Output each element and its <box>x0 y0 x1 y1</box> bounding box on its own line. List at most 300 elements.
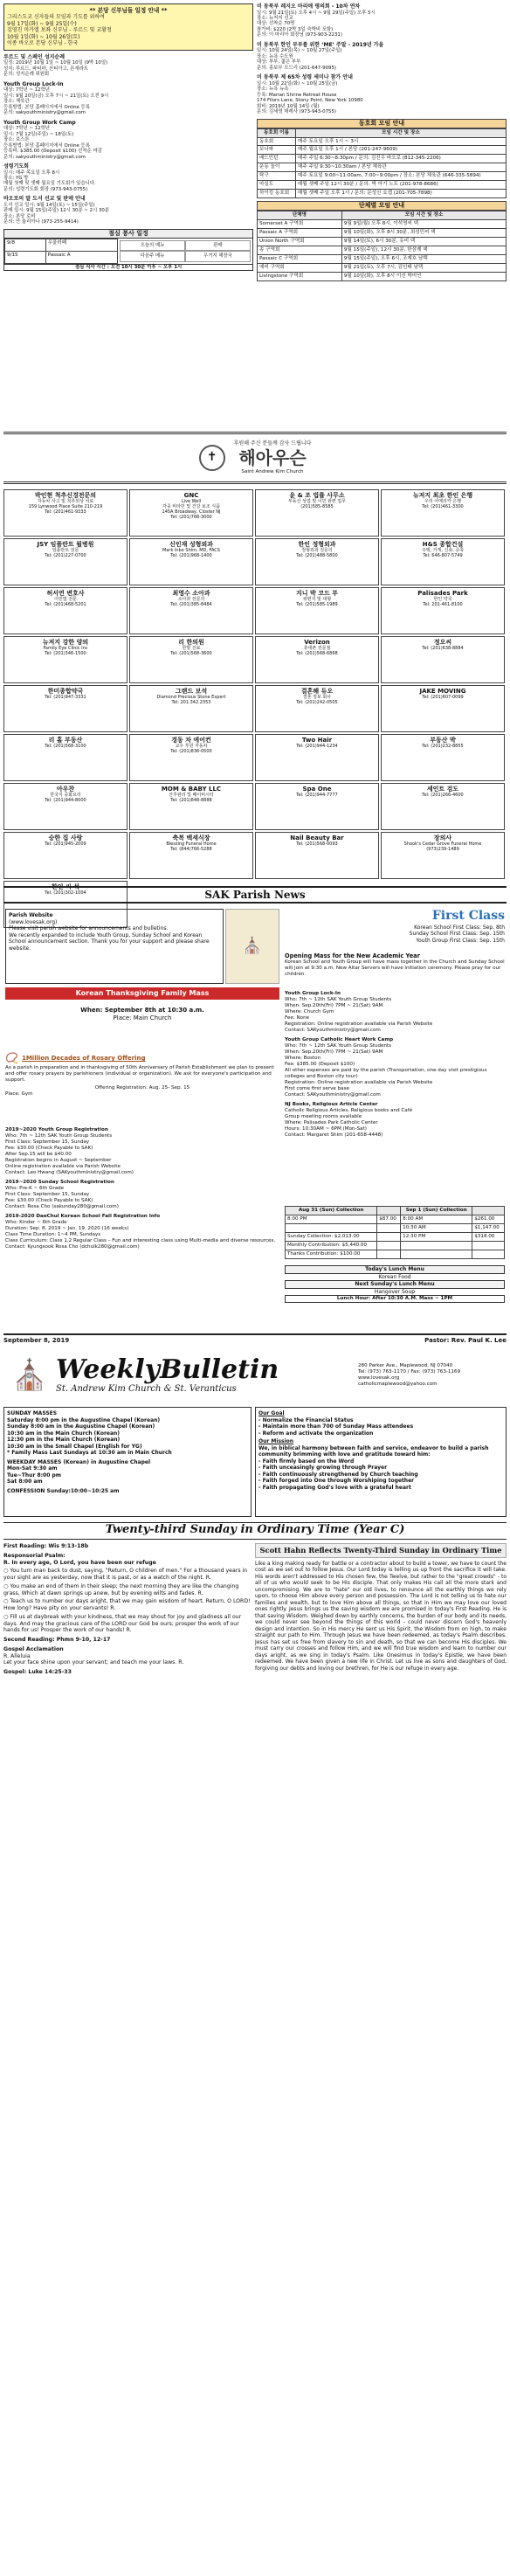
ad-text: Tel: (201)944-7777 <box>296 793 338 799</box>
sunday-school-line: First Class: September 15, Sunday <box>5 1191 90 1197</box>
bulletin-web: www.lovesak.org <box>358 1375 400 1381</box>
youth-heart-camp-line: Where: Boston <box>285 1055 321 1061</box>
facility-row <box>258 155 507 163</box>
collection-cell: $87.00 <box>377 1215 401 1223</box>
rosary-box <box>5 1052 279 1125</box>
ad-name: 최영수 소아과 <box>172 590 210 597</box>
group-cell: Somerset A 구역회 <box>258 220 342 229</box>
todays-lunch-item: Korean Food <box>378 1273 411 1280</box>
group-cell: Passaic C 구역회 <box>258 255 342 264</box>
sak-parish-news-header <box>3 886 507 904</box>
ad-box <box>381 489 505 537</box>
nj-books-line: Group meeting rooms available <box>285 1113 362 1119</box>
facility-table <box>257 128 507 199</box>
notice-item <box>257 42 507 71</box>
weekday-line: Mon-Sat 9:30 am <box>7 1465 58 1472</box>
section-line: 장소: YG 방 <box>3 176 29 181</box>
section-line: 일시: 매주 목요일 오후 8시 <box>3 170 60 176</box>
collection-cell <box>286 1223 377 1232</box>
ad-box <box>129 587 253 634</box>
ad-box <box>3 734 128 781</box>
collection-cell: $1,147.00 <box>472 1223 505 1232</box>
ad-text: Tel: (201)242-0505 <box>296 700 338 706</box>
ad-text: Tel: (201)302-1004 <box>45 890 86 897</box>
ad-name: 리 홀 부동산 <box>48 737 83 744</box>
notice-item-line: 회비: 2019년 10월 14일 (월) <box>257 103 320 109</box>
ad-text: Tel: (201)607-0099 <box>422 695 464 701</box>
lunch-group: 우울러페 <box>45 239 117 251</box>
section-title: 성령기도회 <box>3 163 29 170</box>
psalm-response: R. In every age, O Lord, you have been our refuge <box>3 1559 156 1566</box>
notice-item-title: 미 동북부 제 65차 성령 세미나 참가 안내 <box>257 74 353 81</box>
ad-text: Tel: (201)568-3100 <box>45 744 86 750</box>
ad-name: 축복 백세식장 <box>172 834 210 841</box>
collection-header: Sep 1 (Sun) Collection <box>401 1207 472 1215</box>
rosary-body: As a parish in preparation and in thanksgiving of 50th Anniversary of Parish Establishment we plan to present and offer rosary prayers by parishioners (individual or organization). We ask for everyone's participation and support. <box>5 1065 274 1083</box>
lunch-group: Passaic A <box>45 251 117 263</box>
mass-line: 10:30 am in the Small Chapel (English for YG) <box>7 1443 142 1450</box>
ad-text: 결혼 정보 회사 <box>302 695 332 701</box>
notice-item-line: 장소: 뉴욕 수도원 <box>257 53 293 59</box>
collection-cell <box>377 1250 401 1258</box>
notice-item-line: 일시: 10월 24일(목) ~ 10월 27일(주일) <box>257 48 342 54</box>
section-line: 등록비: $385.00 (Deposit $100) 선착순 마감 <box>3 149 102 155</box>
opening-mass-title: Opening Mass for the New Academic Year <box>285 952 420 959</box>
goal-line: - Reform and activate the organization <box>258 1430 374 1437</box>
weekday-title: WEEKDAY MASSES (Korean) in Augustine Chapel <box>7 1458 151 1465</box>
facility-cell: 운동 놀이 <box>258 163 296 172</box>
rosary-place: Place: Gym <box>5 1091 33 1097</box>
ad-text: Tel: (201)585-1989 <box>296 602 338 608</box>
collection-header <box>472 1207 505 1215</box>
menu-label: 다음주 메뉴 <box>120 251 185 261</box>
youth-lockin-line: Where: Church Gym <box>285 1008 334 1014</box>
first-class-title: First Class <box>431 909 505 923</box>
facility-row <box>258 181 507 190</box>
notice-item-line: 장소: 뉴욕 뉴욕 <box>257 87 289 93</box>
ad-name: 경동 차 에어컨 <box>171 737 211 744</box>
ad-box <box>3 783 128 830</box>
ad-text: Tel: (201)461-9333 <box>45 509 86 516</box>
ad-text: Tel: (201)568-3600 <box>170 651 212 657</box>
reflection-body: Like a king making ready for battle or a contractor about to build a tower, we have to count the cost as we set out to follow Jesus. Our Lord today is telling us up front the sacrifice it will take. His words aren't addressed to His chosen few, the Twelve, but rather to the "great crowds" - to all of us who would seek to be His disciple. That only makes His call all the more stark and uncompromising. We are to "hate" our old lives, to renounce all the earthly things we rely upon, to choose Him above every person and possession. The Lord is not telling us to hate our families and wealth, but to love Him above all things, so that in Him we may love our loved ones rightly. Jesus brings us the saving wisdom we are promised in today's First Reading. He is that saving Wisdom. Weighed down by earthly concerns, the burden of our body and its needs, we could never see beyond the things of this world - could never discern God's heavenly design and intention. So in His mercy He sent us His Spirit, the Wisdom from on high, to make straight our path to Him. Through Jesus we have been redeemed, as today's Psalm describes. Jesus has set us free from slavery to sin and death, so that we can become His disciples. We must carry our crosses and follow Him, and we will find true wisdom and learn to number our days aright, as we sing in today's Psalm. Like Onesimus in today's Epistle, we have been redeemed. We have been given a new life in Christ. Let us live as sons and daughters of God, forgiving our debts and loving our brethren, for He is our refuge in every age. <box>255 1560 507 1672</box>
ad-text: Tel: (201)266-4600 <box>422 793 464 799</box>
ad-name: 부동산 박 <box>430 737 456 744</box>
section-line: 문의: 성령기도회 회장 (973-943-0755) <box>3 186 88 192</box>
ad-box <box>3 832 128 879</box>
ad-text: Tel: (201)227-0700 <box>45 553 86 559</box>
group-row <box>258 264 507 273</box>
psalm-verse: ○ You turn man back to dust, saying, "Return, O children of men." For a thousand years in your sight are as yesterday, now that it is past, or as a watch of the night. R. <box>3 1568 248 1581</box>
banner-brand: 해아우슨 <box>238 447 307 468</box>
facility-row <box>258 163 507 172</box>
notice-lines <box>7 14 250 47</box>
ad-box <box>3 489 128 537</box>
mass-line: Saturday 8:00 pm in the Augustine Chapel (Korean) <box>7 1416 161 1423</box>
notice-item-line: 일시: 10월 22일(화) ~ 10월 25일(금) <box>257 80 338 87</box>
ad-text: 정형외과 전문의 <box>301 548 333 554</box>
section-line: 매월 첫째 및 셋째 월요일 기도회가 있습니다. <box>3 181 96 187</box>
bulletin-masthead <box>3 1347 507 1403</box>
top-left-notices <box>3 3 253 428</box>
facility-cell: 매주 토요일 오후 1시 ~ 3시 <box>296 137 507 146</box>
ad-text: Tel: (201)848-8888 <box>170 798 212 804</box>
gospel: Gospel: Luke 14:25-33 <box>3 1669 72 1675</box>
notice-item-title: 미 동북부 레지오 마리애 평의회 - 10차 연차 <box>257 3 361 10</box>
bulletin-address: 280 Parker Ave., Maplewood, NJ 07040 <box>358 1363 453 1369</box>
weekday-lines <box>7 1465 248 1485</box>
korean-school-line: Who: Kinder ~ 6th Grade <box>5 1219 67 1225</box>
section-line: 일시: 9월 20일(금) 오후 7시 ~ 21일(토) 오전 9시 <box>3 93 109 99</box>
banner-brand-sub: Saint Andrew Kim Church <box>241 468 304 474</box>
ad-name: 그랜드 보석 <box>175 688 208 695</box>
psalm-verses <box>3 1568 252 1634</box>
facility-cell: 매주 토요일 9:00~11:00am, 7:00~9:00pm / 장소: 본당 체육관 (646-335-5894) <box>296 172 507 181</box>
facility-cell: 배드민턴 <box>258 155 296 163</box>
notice-section <box>3 120 253 160</box>
section-title: Youth Group Lock-In <box>3 80 64 87</box>
ad-text: Blessing Funeral Home <box>166 841 217 848</box>
ad-name: Verizon <box>304 639 330 646</box>
ad-text: Tel: 646-807-5749 <box>423 553 463 559</box>
section-title: 바오로의 말 도서 선교 및 판매 안내 <box>3 196 86 203</box>
ad-name: 장의사 <box>433 834 452 841</box>
ad-name: JSY 임플란트 월병원 <box>37 541 94 548</box>
notice-line: 그리스도교 신자들의 모임과 기도를 위하여 <box>7 14 105 21</box>
ad-name: 신인재 성형외과 <box>169 541 213 548</box>
group-cell: 9월 9일(월) 오후 8시, 이석영씨 댁 <box>341 220 506 229</box>
sunday-school-line: Who: Pre-K ~ 6th Grade <box>5 1185 65 1191</box>
mission-text: We, in biblical harmony between faith and service, endeavor to build a parish community brimming with love and gratitude toward him: <box>258 1444 489 1458</box>
ad-name: 윤 & 조 법률 사무소 <box>289 492 345 499</box>
youth-heart-camp-line: When: Sep.20th(Fri) 7PM ~ 21(Sat) 9AM <box>285 1049 383 1055</box>
thanksgiving-place: Place: Main Church <box>113 1014 172 1021</box>
first-class-lines <box>285 924 505 945</box>
youth-heart-camp-line: Fee: $385.00 (Deposit $100) <box>285 1061 355 1067</box>
goal-line: - Normalize the Financial Status <box>258 1416 354 1423</box>
psalm-verse: ○ You make an end of them in their sleep; the next morning they are like the changing grass, Which at dawn springs up anew, but by evening wilts and fades. R. <box>3 1582 239 1596</box>
section-title: 루르드 및 스페인 성지순례 <box>3 53 65 60</box>
ad-name: Palisades Park <box>417 590 468 597</box>
ad-box <box>129 636 253 683</box>
collection-cell: $318.00 <box>472 1232 505 1241</box>
youth-lockin-line: Contact: SAKyouthministry@gmail.com <box>285 1027 381 1033</box>
notice-item-line: 대상: 선착순 70명 <box>257 21 295 27</box>
youth-lockin-line: When: Sep.20th(Fri) 7PM ~ 21(Sat) 9AM <box>285 1002 383 1008</box>
parish-website-title: Parish Website <box>9 912 53 918</box>
thanksgiving-when: When: September 8th at 10:30 a.m. <box>80 1007 204 1014</box>
section-line: 장소: 체육관 <box>3 99 30 105</box>
sunday-school-line: Fee: $30.00 (Check Payable to SAK) <box>5 1197 93 1203</box>
ad-text: 한국식 중화요리 <box>50 793 81 799</box>
ad-text: Tel: (201)346-1500 <box>45 651 86 657</box>
youth-registration-line: First Class: September 15, Sunday <box>5 1139 90 1145</box>
group-cell: 9월 14일(토), 6시 30분, 유비 댁 <box>341 238 506 246</box>
ad-text: Tel: 201.342.2353 <box>171 700 211 706</box>
mission-line: - Faith continuously strengthened by Church teaching <box>258 1471 418 1478</box>
youth-lockin-title: Youth Group Lock-In <box>285 991 341 996</box>
parish-website-lines <box>9 919 220 952</box>
youth-heart-camp-line: First come first serve base <box>285 1085 349 1091</box>
confession: CONFESSION Sunday:10:00~10:25 am <box>7 1487 120 1494</box>
youth-heart-camp-title: Youth Group Catholic Heart Work Camp <box>285 1036 394 1042</box>
ad-text: Shook's Cedar Grove Funeral Home <box>403 841 482 848</box>
reflection-title: Scott Hahn Reflects Twenty-Third Sunday in Ordinary Time <box>255 1543 507 1558</box>
ad-box <box>255 538 379 585</box>
mass-line: 12:30 pm in the Main Church (Korean) <box>7 1437 121 1443</box>
notice-section <box>3 81 253 116</box>
ad-name: 뉴저지 강한 양의 <box>42 639 89 646</box>
ad-text: 각종 비타민 및 건강 보조 식품 <box>162 504 220 510</box>
collection-cell: 8:00 PM <box>286 1215 377 1223</box>
parish-website-line: We recently expanded to include Youth Group, Sunday School and Korean School announcement section. Thank you for your support and please share website. <box>9 931 210 952</box>
korean-school-line: Class Curriculum: Class 1,2 Regular Class – Fun and interesting class using Multi-media and diverse resources. <box>5 1237 276 1243</box>
korean-school-line: Class Time Duration: 1~4 PM, Sundays <box>5 1231 101 1237</box>
sponsor-banner <box>3 432 507 484</box>
ad-box <box>381 832 505 879</box>
ad-text: Tel: (201)945-2009 <box>45 841 86 848</box>
ad-box <box>255 734 379 781</box>
group-cell: Passaic A 구역회 <box>258 229 342 238</box>
first-class-line: Youth Group First Class: Sep. 15th <box>416 937 505 944</box>
ad-box <box>381 783 505 830</box>
nj-books-line: Contact: Margaret Shim (201-658-4448) <box>285 1132 383 1138</box>
ad-name: 아우찬 <box>56 786 75 793</box>
facility-cell: 마실도 <box>258 181 296 190</box>
ad-text: Diamond Precious Stone Expert <box>156 695 226 701</box>
youth-registration-title: 2019~2020 Youth Group Registration <box>5 1127 108 1132</box>
collection-row <box>286 1250 505 1258</box>
lunch-row <box>5 251 118 263</box>
group-header: 단체명 <box>258 211 342 220</box>
mission-line: - Faith propagating God's love with a grateful heart <box>258 1484 411 1491</box>
korean-school <box>5 1214 279 1250</box>
ad-box <box>255 587 379 634</box>
collection-cell: 8:00 AM <box>401 1215 472 1223</box>
youth-heart-camp-line: Contact: SAKyouthministry@gmail.com <box>285 1091 381 1098</box>
section-line: 대상: 7학년 ~ 12학년 <box>3 87 51 93</box>
lunch-date: 9/8 <box>5 239 46 251</box>
ad-name: Two Hair <box>301 737 333 744</box>
next-lunch-item: Hangover Soup <box>374 1288 416 1295</box>
section-line: 장소: 보스톤 <box>3 137 30 143</box>
section-line: 문의: sakyouthministry@gmail.com <box>3 110 86 116</box>
bulletin-subtitle: St. Andrew Kim Church & St. Veranticus <box>56 1383 237 1394</box>
parish-website-image: ⛪ <box>225 909 279 984</box>
banner-subtitle: 후원해 주신 분들께 감사 드립니다 <box>233 440 312 447</box>
mission-lines <box>258 1458 503 1492</box>
psalm-title: Responsorial Psalm: <box>3 1552 65 1559</box>
ad-box <box>129 734 253 781</box>
ad-name: GNC <box>183 492 199 499</box>
section-line: 성지: 루르드, 파티마, 산티아고, 몬세라트 <box>3 66 89 72</box>
group-row <box>258 229 507 238</box>
goal-line: - Maintain more than 700 of Sunday Mass attendees <box>258 1423 414 1430</box>
collection-row <box>286 1232 505 1241</box>
collection-cell <box>377 1232 401 1241</box>
ad-box <box>129 783 253 830</box>
ad-text: 145A Broadway, Closter NJ <box>162 509 221 516</box>
sunday-school-line: Contact: Rosa Cho (sakunday280@gmail.com) <box>5 1203 119 1209</box>
section-line: 일시: 7월 12일(주일) ~ 18일(토) <box>3 131 74 137</box>
rosary-icon: 📿 <box>5 1052 18 1064</box>
lunch-date: 9/15 <box>5 251 46 263</box>
ad-name: MOM & BABY LLC <box>161 786 222 793</box>
nj-books-title: NJ Books, Religious Article Center <box>285 1101 378 1107</box>
group-table <box>257 211 507 281</box>
psalm-verse: ○ Teach us to number our days aright, that we may gain wisdom of heart. Return, O LORD! How long? Have pity on your servants! R. <box>3 1598 251 1611</box>
ad-text: Mark Inbo Shim, MD, FACS <box>162 548 220 554</box>
right-news-column <box>285 991 505 1201</box>
weekday-line: Sat 8:00 am <box>7 1478 43 1485</box>
notice-item <box>257 74 507 114</box>
ad-text: 이민법 전문 <box>54 597 77 603</box>
ad-box <box>3 636 128 683</box>
ad-text: 자동차 사고 및 척추외상 치료 <box>37 499 94 505</box>
facility-cell: 탁구 <box>258 172 296 181</box>
korean-school-line: Duration: Sep. 8, 2019 ~ Jan. 19, 2020 (16 weeks) <box>5 1225 129 1231</box>
collection-cell <box>401 1241 472 1250</box>
collection-cell: 12:30 PM <box>401 1232 472 1241</box>
youth-heart-camp <box>285 1037 505 1098</box>
left-news-column <box>5 1127 279 1328</box>
menu-label: 오늘의 메뉴 <box>120 240 185 251</box>
ad-name: 승한 집 사랑 <box>48 834 83 841</box>
group-row <box>258 238 507 246</box>
collection-cell: Sunday Collection: $2,013.00 <box>286 1232 377 1241</box>
ad-box <box>255 685 379 732</box>
mass-line: 10:30 am in the Main Church (Korean) <box>7 1430 121 1437</box>
nj-books-line: Hours: 10:30AM ~ 6PM (Mon-Sat) <box>285 1125 367 1132</box>
facility-cell: 매월 셋째 주일 12시 30분 / 문의: 박 아기 노트 (201-978-8686) <box>296 181 507 190</box>
youth-lockin <box>285 991 505 1034</box>
facility-cell: 동호회 <box>258 137 296 146</box>
notice-line: 이종 바오로 본당 신부님 - 한국 <box>7 40 79 47</box>
notice-item-line: 장소: 뉴저지 선교 <box>257 15 293 21</box>
youth-registration-line: After Sep.15 will be $40.00 <box>5 1151 72 1157</box>
goal-lines <box>258 1417 503 1437</box>
priest-schedule-notice <box>3 3 253 51</box>
group-cell: 9월 10일(화), 오후 8시 30분, 최성민씨 댁 <box>341 229 506 238</box>
thanksgiving-box <box>5 987 279 1049</box>
ad-text: Tel: (201)944-8000 <box>45 798 86 804</box>
ad-text: Tel: (201)836-0500 <box>170 749 212 755</box>
lunch-menu-box <box>285 1265 505 1328</box>
ad-text: Tel: (201)944-1234 <box>296 744 338 750</box>
ad-box <box>381 636 505 683</box>
bulletin-email: catholicmaplewood@yahoo.com <box>358 1381 438 1387</box>
parish-website-line: Please visit parish website for announcements and bulletins. <box>9 925 169 931</box>
parish-website-box <box>5 909 224 984</box>
collection-cell <box>472 1250 505 1258</box>
mass-line: Sunday 8:00 am in the Augustine Chapel (Korean) <box>7 1423 155 1430</box>
collection-row <box>286 1241 505 1250</box>
ad-text: 임플란트 전문 <box>52 548 79 554</box>
youth-registration-line: Online registration available via Parish Website <box>5 1163 121 1169</box>
collection-row <box>286 1223 505 1232</box>
ad-box <box>255 783 379 830</box>
group-row <box>258 273 507 281</box>
collection-header <box>377 1207 401 1215</box>
mission-line: - Faith unceasingly growing through Prayer <box>258 1465 388 1471</box>
notice-item-line: 등록: Marian Shrine Retreat House <box>257 92 337 98</box>
ad-name: JAKE MOVING <box>419 688 466 695</box>
todays-lunch-title: Today's Lunch Menu <box>285 1265 505 1274</box>
ad-box <box>381 587 505 634</box>
ad-text: Tel: (201)568-6868 <box>296 651 338 657</box>
ad-text: Tel: (201)768-3000 <box>170 515 212 521</box>
ad-name: 지니 박 코드 부 <box>296 590 338 597</box>
ad-name: 결혼해 듀오 <box>300 688 334 695</box>
ad-box <box>3 538 128 585</box>
ad-box <box>129 685 253 732</box>
group-header: 모임 시간 및 장소 <box>341 211 506 220</box>
group-row <box>258 246 507 255</box>
masses-title: SUNDAY MASSES <box>7 1410 58 1416</box>
youth-registration-line: Fee: $30.00 (Check Payable to SAK) <box>5 1145 93 1151</box>
reflection-box <box>255 1543 507 1901</box>
ad-box <box>255 832 379 879</box>
section-line: 문의: 안 율리아나 (973-255-9414) <box>3 219 79 225</box>
opening-mass-body: Korean School and Youth Group will have mass together in the Church and Sunday School will join at 9:30 a.m. New Altar Servers will have initiation ceremony. Please pray for our children. <box>285 959 505 978</box>
ad-text: 위편지 및 대형 <box>302 597 332 603</box>
collection-cell: 10:30 AM <box>401 1223 472 1232</box>
menu-labels <box>118 239 252 264</box>
group-cell: 송 구역회 <box>258 246 342 255</box>
ad-text: 159 Lynwood Place Suite 210-219 <box>28 504 103 510</box>
ad-text: Tel: (201)461-3300 <box>422 504 464 510</box>
goals-box <box>255 1407 507 1517</box>
top-right-items <box>257 3 507 115</box>
ad-text: Tel: (201)468-5201 <box>45 602 86 608</box>
facility-cell: 매주 주일 6:30~8:30pm / 문의: 김진우 바오로 (812-345-2206) <box>296 155 507 163</box>
ad-text: (973)239-1489 <box>426 847 459 853</box>
ad-box <box>381 538 505 585</box>
thanksgiving-title: Korean Thanksgiving Family Mass <box>5 987 279 1000</box>
psalm-verse: ○ Fill us at daybreak with your kindness, that we may shout for joy and gladness all our days. And may the gracious care of the LORD our God be ours; prosper the work of our hands for us! Prosper the work of our hands! R. <box>3 1613 242 1634</box>
ad-text: (201)585-8585 <box>300 504 334 510</box>
first-class-line: Korean School First Class: Sep. 8th <box>414 924 505 931</box>
facility-header: 동호회 이름 <box>258 128 296 137</box>
youth-heart-camp-line: Registration: Online registration available via Parish Website <box>285 1079 433 1085</box>
notice-item-line: 일시: 9월 21일(토) 오후 4시 ~ 9월 29일(주일) 오후 5시 <box>257 10 376 16</box>
group-cell: 9월 15일(주일), 12시 30분, 한삼례 댁 <box>341 246 506 255</box>
ad-text: 산후관리 및 베이비시터 <box>169 793 214 799</box>
first-class-box <box>285 909 505 951</box>
ad-text: Tel: (201)947-3331 <box>45 695 86 701</box>
notice-item-line: 문의: 이 마리아 회장님 (973-903-2231) <box>257 32 342 38</box>
group-title: 단체별 모임 안내 <box>257 201 507 211</box>
bulletin-dateline <box>3 1333 507 1346</box>
ad-name: H&S 종합건설 <box>422 541 464 548</box>
lunch-schedule-table <box>4 239 118 264</box>
section-line: 대상: 7학년 ~ 12학년 <box>3 126 51 132</box>
facility-row <box>258 137 507 146</box>
masses-box <box>3 1407 252 1517</box>
sunday-school <box>5 1180 279 1210</box>
next-lunch-title: Next Sunday's Lunch Menu <box>285 1280 505 1289</box>
ad-text: Family Eye Clinic Inc <box>43 646 88 652</box>
lunch-schedule-note: 점심 식사 시간 : 오전 10시 30분 이후 ~ 오후 1시 <box>4 264 252 270</box>
group-cell: 예비 구역회 <box>258 264 342 273</box>
ad-box <box>3 587 128 634</box>
ad-name: Spa One <box>302 786 332 793</box>
notice-line: 9월 17일(화) ~ 9월 25일(수) <box>7 20 77 27</box>
collection-cell <box>377 1223 401 1232</box>
ad-box <box>381 734 505 781</box>
ad-text: Tel: (201)488-5800 <box>296 553 338 559</box>
top-right-notices <box>257 3 507 428</box>
